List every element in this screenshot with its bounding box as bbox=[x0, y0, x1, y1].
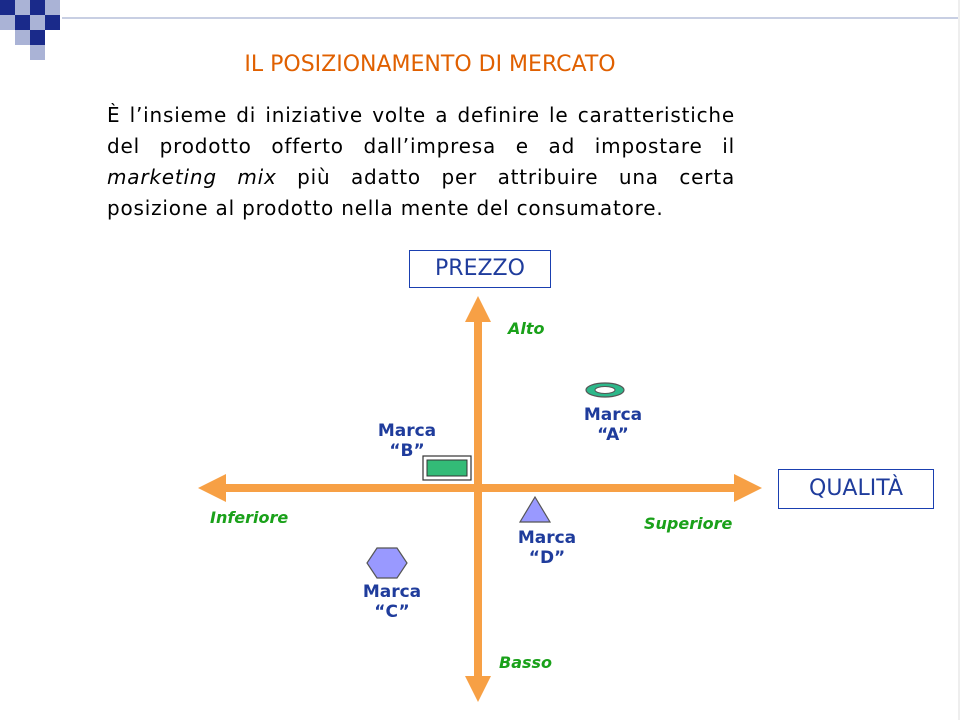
brand-letter: “C” bbox=[374, 602, 410, 622]
brand-a-label bbox=[570, 405, 656, 445]
high-price-label: Alto bbox=[508, 319, 545, 338]
high-quality-label: Superiore bbox=[644, 514, 733, 533]
triangle-icon bbox=[520, 497, 550, 522]
low-quality-label: Inferiore bbox=[210, 508, 289, 527]
brand-name: Marca bbox=[517, 528, 577, 548]
quality-axis-box: QUALITÀ bbox=[778, 469, 934, 509]
paragraph-text-end: più adatto per attribuire una certa posizione al prodotto nella mente del consumatore. bbox=[107, 165, 736, 220]
up-arrow-icon bbox=[465, 296, 491, 322]
brand-d-label bbox=[504, 528, 590, 568]
brand-letter: “D” bbox=[528, 548, 566, 568]
brand-name: Marca bbox=[362, 582, 422, 602]
vertical-axis bbox=[465, 296, 491, 702]
brand-b-label bbox=[364, 421, 450, 461]
right-arrow-icon bbox=[734, 474, 762, 502]
paragraph-emphasis: marketing mix bbox=[107, 165, 277, 189]
down-arrow-icon bbox=[465, 676, 491, 702]
ring-ellipse-icon bbox=[586, 383, 624, 397]
brand-letter: “B” bbox=[389, 441, 425, 461]
brand-name: Marca bbox=[377, 421, 437, 441]
brand-name: Marca bbox=[583, 405, 643, 425]
paragraph-text-start: È l’insieme di iniziative volte a definire le caratteristiche del prodotto offerto dall’impresa e ad impostare il bbox=[107, 103, 735, 158]
price-axis-box: PREZZO bbox=[409, 250, 551, 288]
brand-letter: “A” bbox=[597, 425, 629, 445]
brand-c-label bbox=[349, 582, 435, 622]
hexagon-icon bbox=[367, 548, 407, 578]
low-price-label: Basso bbox=[499, 653, 553, 672]
left-arrow-icon bbox=[198, 474, 226, 502]
slide-title: IL POSIZIONAMENTO DI MERCATO bbox=[244, 52, 616, 77]
